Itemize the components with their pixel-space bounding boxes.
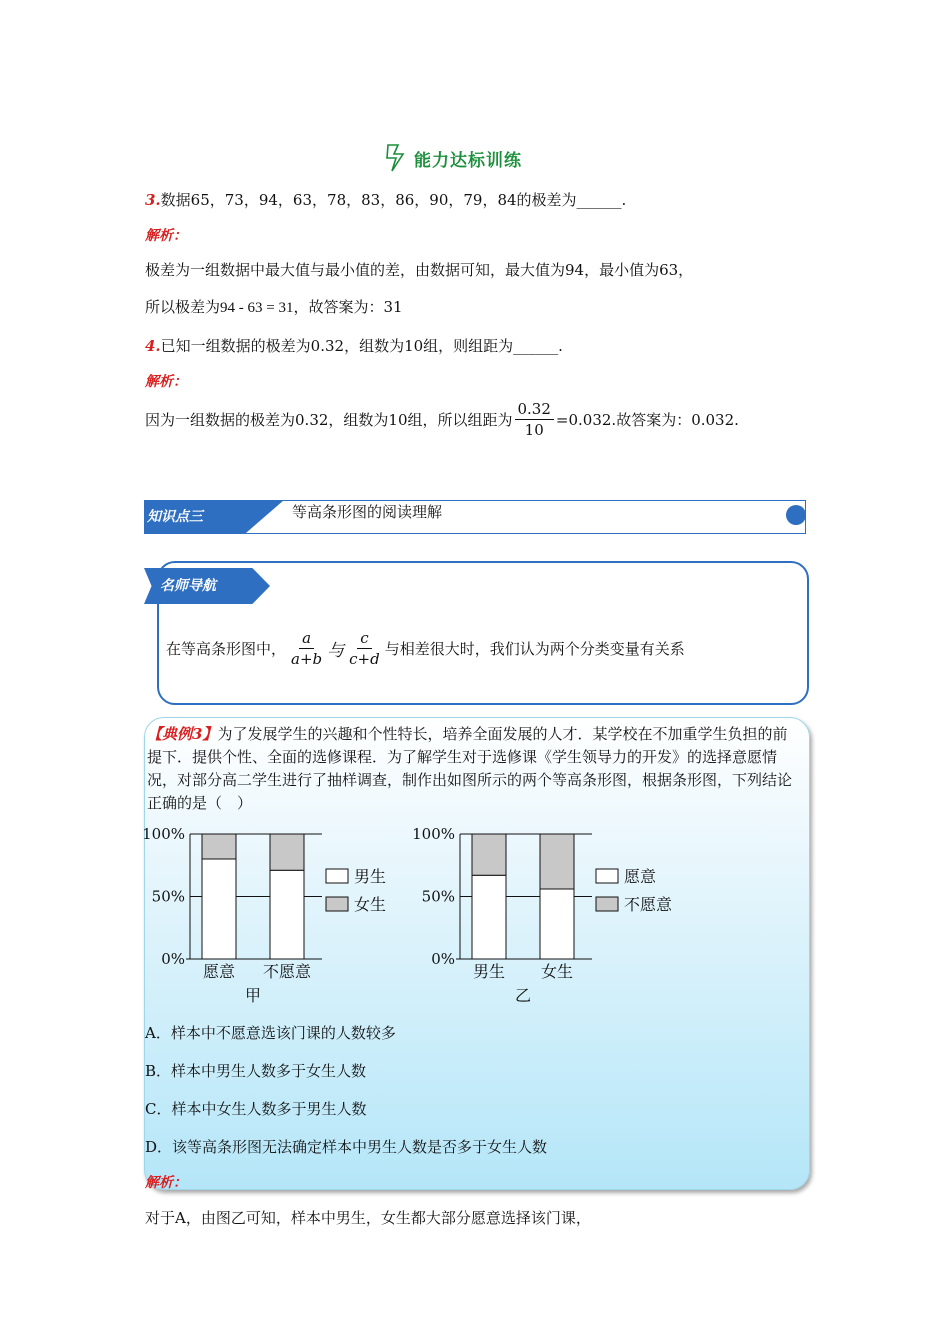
- example-tag: 【典例3】: [147, 725, 218, 743]
- question-text: 数据65，73，94，63，78，83，86，90，79，84的极差为______.: [160, 191, 627, 209]
- option-a: A．样本中不愿意选该门课的人数较多: [145, 1024, 396, 1042]
- legend-label: 男生: [354, 867, 387, 886]
- knowledge-title: 等高条形图的阅读理解: [292, 503, 443, 521]
- legend-label: 愿意: [624, 867, 657, 886]
- question-4: [145, 335, 563, 356]
- fraction: $\frac{c}{c+d}$: [349, 629, 380, 668]
- lightning-icon: [384, 143, 410, 173]
- example-body: 为了发展学生的兴趣和个性特长，培养全面发展的人才．某学校在不加重学生负担的前提下．提供个性、全面的选修课程．为了解学生对于选修课《学生领导力的开发》的选择意愿情况，对部分高二学生进行了抽样调查，制作出如图所示的两个等高条形图，根据条形图，下列结论正确的是（ ）: [147, 725, 793, 812]
- solution-label: 解析：: [145, 1175, 187, 1191]
- question-text: 已知一组数据的极差为0.32，组数为10组，则组距为______.: [160, 337, 563, 355]
- option-b: B．样本中男生人数多于女生人数: [145, 1062, 367, 1080]
- chart-yi: [410, 822, 700, 1012]
- question-number: 3.: [145, 191, 161, 209]
- category-label: 女生: [540, 962, 574, 981]
- option-c: C．样本中女生人数多于男生人数: [145, 1100, 367, 1118]
- solution-line: 所以极差为94 - 63 = 31，故答案为：31: [145, 298, 403, 316]
- guide-tag: 名师导航: [160, 578, 216, 594]
- tick-label: 0%: [161, 950, 185, 968]
- solution-label: 解析：: [145, 374, 187, 390]
- x-axis-title: 乙: [514, 986, 532, 1005]
- bar-女生: [202, 834, 236, 859]
- solution-label: 解析：: [145, 228, 187, 244]
- circle-icon: [786, 505, 806, 525]
- legend-label: 女生: [354, 895, 387, 914]
- knowledge-tag: 知识点三: [147, 509, 203, 525]
- section-banner: [384, 142, 522, 174]
- category-label: 男生: [472, 962, 506, 981]
- legend-label: 不愿意: [624, 895, 673, 914]
- legend-swatch: [596, 897, 618, 911]
- solution-line: 因为一组数据的极差为0.32，组数为10组，所以组距为 $\frac{0.32}{10}$ =0.032 .故答案为：0.032.: [145, 400, 739, 439]
- example-text: [147, 723, 797, 815]
- bar-不愿意: [540, 834, 574, 889]
- tick-label: 100%: [412, 825, 455, 843]
- option-d: D．该等高条形图无法确定样本中男生人数是否多于女生人数: [145, 1138, 548, 1156]
- fraction: $\frac{0.32}{10}$: [515, 399, 554, 440]
- tick-label: 50%: [421, 887, 455, 906]
- legend-swatch: [596, 869, 618, 883]
- tick-label: 100%: [142, 825, 185, 843]
- banner-title: 能力达标训练: [414, 150, 522, 171]
- guide-text: 在等高条形图中， $\frac{a}{a+b}$ 与 $\frac{c}{c+d}$ 与相差很大时，我们认为两个分类变量有关系: [166, 629, 685, 668]
- x-axis-title: 甲: [244, 986, 262, 1005]
- tick-label: 50%: [151, 887, 185, 906]
- solution-line: 对于A，由图乙可知，样本中男生，女生都大部分愿意选择该门课，: [145, 1209, 591, 1227]
- formula: 94 - 63 = 31: [220, 300, 294, 316]
- tick-label: 0%: [431, 950, 455, 968]
- category-label: 愿意: [202, 962, 236, 981]
- legend-swatch: [326, 869, 348, 883]
- bar-愿意: [472, 875, 506, 959]
- bar-不愿意: [472, 834, 506, 875]
- solution-line: 极差为一组数据中最大值与最小值的差，由数据可知，最大值为94，最小值为63，: [145, 261, 694, 279]
- bar-女生: [270, 834, 304, 870]
- fraction: $\frac{a}{a+b}$: [291, 629, 323, 668]
- bar-男生: [270, 870, 304, 959]
- bar-男生: [202, 859, 236, 959]
- question-3: [145, 189, 626, 210]
- question-number: 4.: [145, 337, 161, 355]
- chart-jia: [140, 822, 400, 1012]
- category-label: 不愿意: [262, 962, 312, 981]
- legend-swatch: [326, 897, 348, 911]
- bar-愿意: [540, 889, 574, 959]
